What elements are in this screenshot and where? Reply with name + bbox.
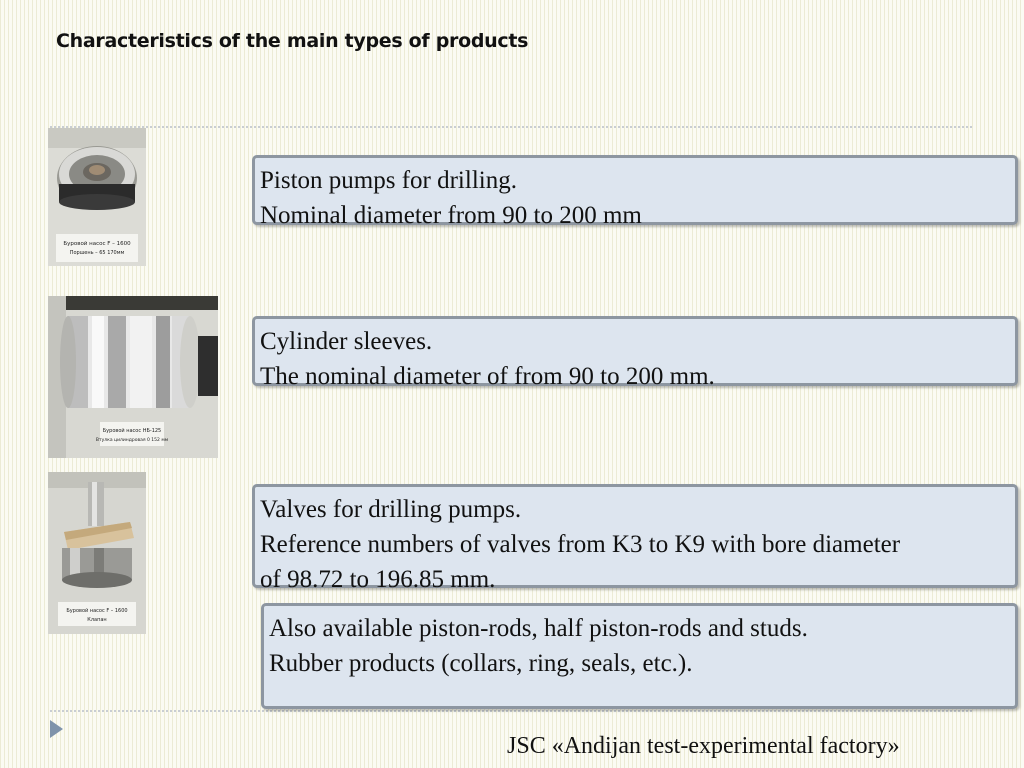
valves-box <box>252 484 1018 593</box>
piston-photo-label: Буровой насос F – 1600 <box>63 241 131 247</box>
valve-photo-label: Буровой насос F – 1600 <box>66 608 128 614</box>
box-line: Valves for drilling pumps. <box>260 496 522 523</box>
cylinder-sleeve-photo <box>48 296 218 458</box>
box-line: Cylinder sleeves. <box>260 328 433 355</box>
page-title: Characteristics of the main types of products <box>56 30 529 52</box>
box-line: of 98.72 to 196.85 mm. <box>260 566 496 593</box>
box-line: Reference numbers of valves from K3 to K9 with bore diameter <box>260 531 901 558</box>
box-line: The nominal diameter of from 90 to 200 mm. <box>260 363 715 390</box>
also-available-box <box>261 603 1018 709</box>
cylinder-sleeve-photo-sublabel: Втулка цилиндровая 0 152 мм <box>95 438 169 443</box>
valve-photo <box>48 472 146 634</box>
bottom-divider <box>50 710 972 712</box>
next-slide-arrow-icon <box>50 720 63 738</box>
piston-photo <box>48 128 146 266</box>
cylinder-sleeve-photo-label: Буровой насос НБ-125 <box>102 428 162 434</box>
footer-company: JSC «Andijan test-experimental factory» <box>507 733 900 759</box>
top-divider <box>50 126 972 128</box>
cylinder-sleeves-box <box>252 316 1018 390</box>
box-line: Piston pumps for drilling. <box>260 167 517 194</box>
piston-photo-sublabel: Поршень – 65 170мм <box>69 250 125 256</box>
box-line: Also available piston-rods, half piston-rods and studs. <box>269 615 808 642</box>
box-line: Rubber products (collars, ring, seals, etc.). <box>269 650 693 677</box>
piston-pumps-box <box>252 155 1018 229</box>
valve-photo-sublabel: Клапан <box>87 617 107 623</box>
box-line: Nominal diameter from 90 to 200 mm <box>260 202 642 229</box>
